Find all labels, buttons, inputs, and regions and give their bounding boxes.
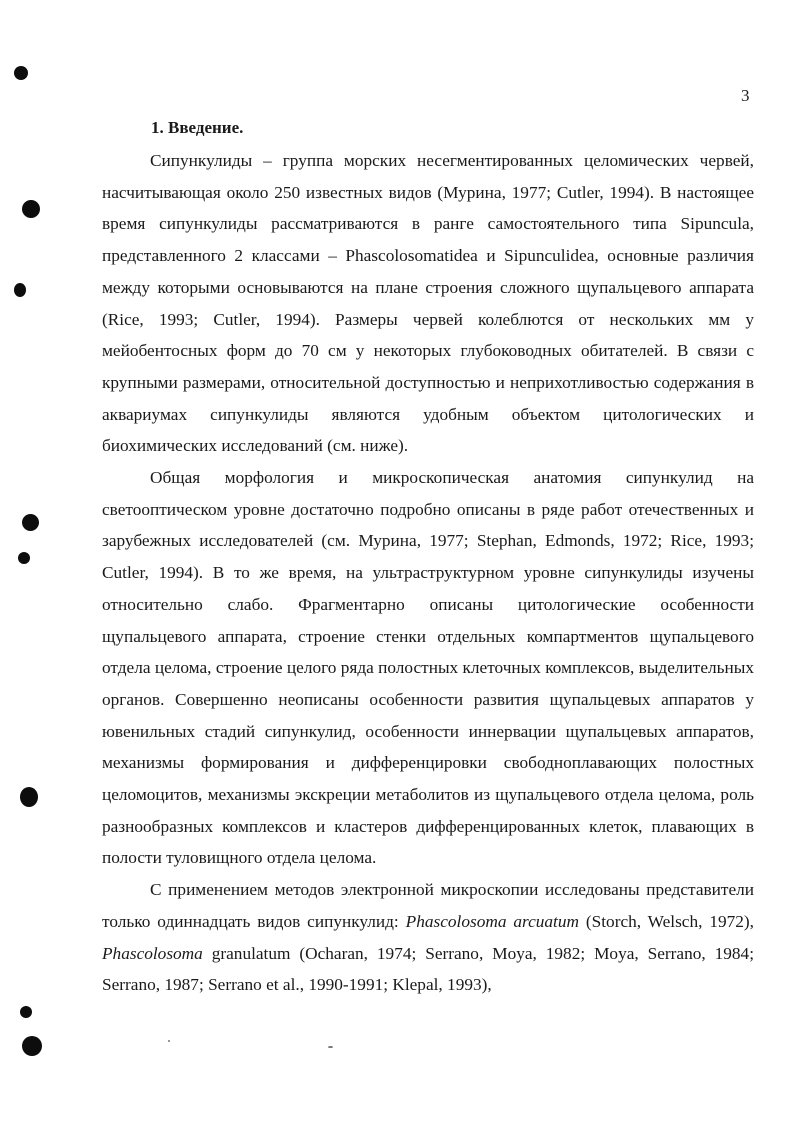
page-number: 3 bbox=[741, 86, 750, 105]
punch-hole-6 bbox=[20, 787, 38, 807]
section-heading: 1. Введение. bbox=[151, 118, 244, 137]
punch-hole-5 bbox=[18, 552, 30, 564]
paragraph-1 bbox=[102, 145, 754, 462]
punch-hole-7 bbox=[20, 1006, 32, 1018]
punch-hole-2 bbox=[22, 200, 40, 218]
paragraph-3 bbox=[102, 874, 754, 1001]
scan-speck-1 bbox=[168, 1040, 170, 1042]
punch-hole-4 bbox=[22, 514, 39, 531]
species-name-1: Phascolosoma arcuatum bbox=[405, 911, 579, 931]
punch-hole-1 bbox=[14, 66, 28, 80]
species-name-2: Phascolosoma bbox=[102, 943, 203, 963]
body-text bbox=[102, 145, 754, 1001]
paragraph-3-text-c: granulatum (Ocharan, 1974; Serrano, Moya, 1982; Moya, Serrano, 1984; Serrano, 1987; Serrano et al., 1990-1991; Klepal, 1993), bbox=[102, 943, 754, 995]
paragraph-1-text: Сипункулиды – группа морских несегментированных целомических червей, насчитывающая около 250 известных видов (Мурина, 1977; Cutler, 1994). В настоящее время сипункулиды рассматриваются в ранге самостоятельного типа Sipuncula, представленного 2 классами – Phascolosomatidea и Sipunculidea, основные различия между которыми основываются на плане строения сложного щупальцевого аппарата (Rice, 1993; Cutler, 1994). Размеры червей колеблются от нескольких мм у мейобентосных форм до 70 см у некоторых глубоководных обитателей. В связи с крупными размерами, относительной доступностью и неприхотливостью содержания в аквариумах сипункулиды являются удобным объектом цитологических и биохимических исследований (см. ниже). bbox=[102, 151, 754, 456]
paragraph-2-text: Общая морфология и микроскопическая анатомия сипункулид на светооптическом уровне достаточно подробно описаны в ряде работ отечественных и зарубежных исследователей (см. Мурина, 1977; Stephan, Edmonds, 1972; Rice, 1993; Cutler, 1994). В то же время, на ультраструктурном уровне сипункулиды изучены относительно слабо. Фрагментарно описаны цитологические особенности щупальцевого аппарата, строение стенки отдельных компартментов щупальцевого отдела целома, строение целого ряда полостных клеточных комплексов, выделительных органов. Совершенно неописаны особенности развития щупальцевых аппаратов у ювенильных стадий сипункулид, особенности иннервации щупальцевых аппаратов, механизмы формирования и дифференцировки свободноплавающих полостных целомоцитов, механизмы экскреции метаболитов из щупальцевого отдела целома, роль разнообразных комплексов и кластеров дифференцированных клеток, плавающих в полости туловищного отдела целома. bbox=[102, 468, 754, 868]
paragraph-3-text-b: (Storch, Welsch, 1972), bbox=[578, 911, 754, 931]
punch-hole-8 bbox=[22, 1036, 42, 1056]
scan-speck-2 bbox=[328, 1046, 333, 1048]
paragraph-3-text-a: С применением методов электронной микроскопии исследованы представители только одиннадцать видов сипункулид: bbox=[102, 880, 754, 931]
punch-hole-3 bbox=[14, 283, 26, 297]
paragraph-2 bbox=[102, 462, 754, 874]
